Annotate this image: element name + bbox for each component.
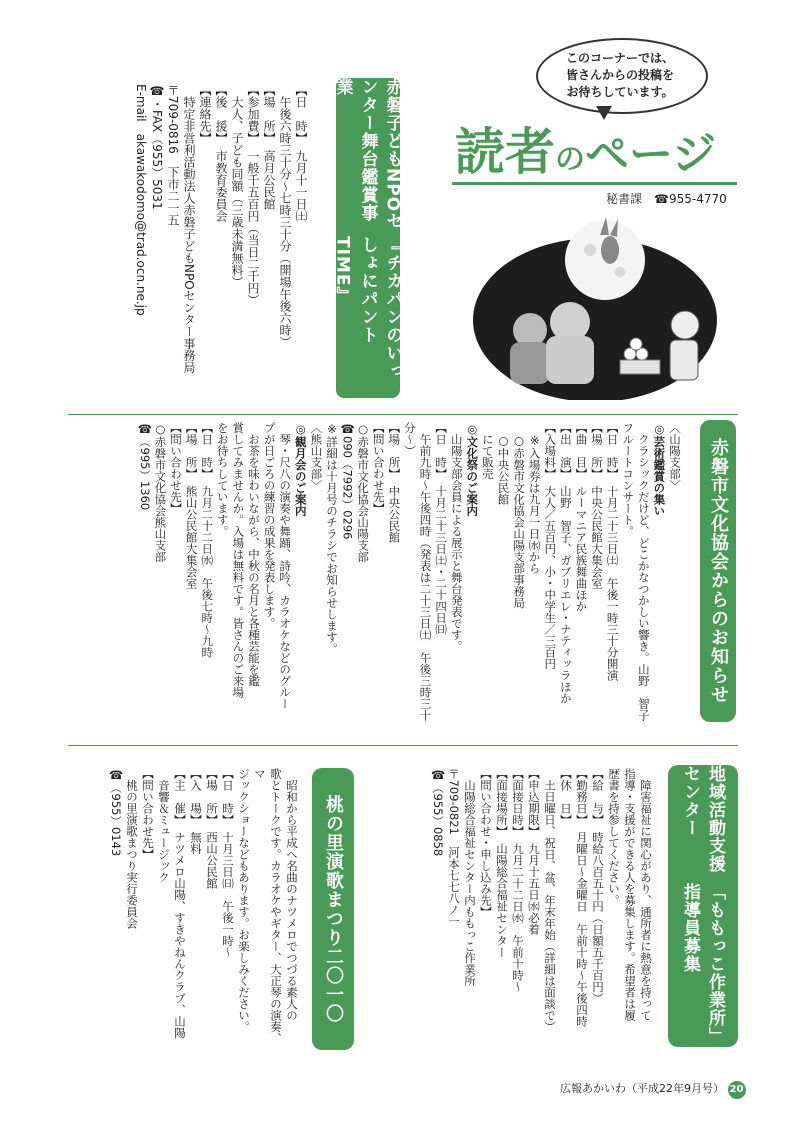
culture-line: にて販売 [480,422,495,480]
culture-line: 【場 所】 中央公民館 [387,422,402,543]
recruitment-line: 【給 与】 時給八百五十円（日額五千百円） [591,768,605,1004]
recruitment-banner [668,765,738,1047]
bubble-line: お待ちしています。 [566,85,674,99]
event-title-line: 赤磐子どもNPOセンター舞台鑑賞事業 [332,78,403,231]
page-title [455,112,716,182]
recruitment-line: 【面接場所】 山陽総合福祉センター [495,768,509,958]
moon-viewing-illustration [470,210,720,400]
recruitment-title-line: 「ももっこ作業所」指導員募集 [680,882,725,1045]
contact-dept [606,190,727,207]
dept-name: 秘書課 [606,192,643,206]
recruitment-line: 【休 日】 [559,768,573,826]
recruitment-line: 障害福祉に関心があり、通所者に熱意を持って [639,768,653,1021]
culture-line: ◎芸術鑑賞の集い [652,422,667,517]
footer [560,1080,746,1099]
recruitment-title-line: 地域活動支援センター [680,765,725,873]
enka-line: ジックショーなどもあります。お楽しみください。 [237,768,251,1033]
culture-line: ○赤磐市文化協会山陽支部事務局 [512,422,527,609]
culture-line: 【曲 目】 ルーマニア民族舞曲ほか [574,422,589,612]
culture-line: ☎（995）1360 [137,422,152,511]
enka-line: 【主 催】 ナツメロ山陽、すきやねんクラブ、山陽 [173,768,187,1039]
enka-festival-body [108,768,300,1053]
culture-line: ◎文化祭のご案内 [465,422,480,517]
culture-line: プが日ごろの練習の成果を発表します。 [262,422,277,629]
recruitment-line: ☎（955）0858 [431,768,445,857]
recruitment-line: 【面接日時】 九月二十二日㈬ 午前十時～ [511,768,525,993]
bubble-line: 皆さんからの投稿を [565,68,674,82]
culture-line: フルートコンサート。 [621,422,636,537]
culture-line: ○赤磐市文化協会熊山支部 [153,422,168,563]
recruitment-line: 土日曜日、祝日、盆、年末年始（詳細は面談で） [543,768,557,1033]
recruitment-line: 【勤務日】 月曜日～金曜日 午前十時～午後四時 [575,768,589,1027]
recruitment-line: 【申込期限】 九月十五日㈬必着 [527,768,541,935]
culture-line: お茶を味わいながら、中秋の名月と各種芸能を鑑 [246,422,261,687]
enka-line: 歌とトークです。カラオケやギター、大正琴の演奏、マ [253,768,283,1044]
culture-association-banner [700,420,736,722]
enka-line: 【日 時】 十月三日㈰ 午後一時～ [221,768,235,958]
enka-line: 【場 所】 西山公民館 [205,768,219,889]
culture-line: ○赤磐市文化協会山陽支部 [356,422,371,563]
enka-festival-title: 桃の里演歌まつり二〇一〇 [323,795,344,1023]
culture-line: 【問い合わせ先】 [371,422,386,514]
culture-line: ※詳細は十月号のチラシでお知らせします。 [324,422,339,655]
bubble-text [536,50,704,101]
recruitment-line: 【問い合わせ・申し込み先】 [479,768,493,918]
recruitment-body [430,768,654,1053]
culture-line: ◎観月会のご案内 [293,422,308,517]
recruitment-line: 歴書を持参してください。 [607,768,621,906]
enka-line: 昭和から平成へ名曲のナツメロでつづる素人の [285,768,299,1021]
enka-line: 音響＆ミュージック [157,768,171,883]
section-divider [68,745,738,746]
culture-line: ○中央公民館 [496,422,511,505]
event-title-line: 『チカパンのいっしょにパントTIME』 [332,236,403,381]
culture-line: クラシックだけど、どこかなつかしい響き。山野 智子 [636,422,651,721]
event-line: 【場 所】 高月公民館 [262,84,276,210]
event-title-banner [332,78,403,398]
page-number: 20 [728,1081,746,1099]
enka-festival-banner [312,768,354,1050]
section-divider [68,414,738,415]
event-details [133,84,309,414]
culture-line: 【日 時】 九月二十二日㈬ 午後七時～九時 [200,422,215,658]
culture-line: ☎090（7992）0296 [340,422,355,540]
culture-line: 〈山陽支部〉 [668,422,682,491]
event-line: 【連絡先】 [198,84,212,144]
event-line: 【後 援】 市教育委員会 [214,84,228,222]
culture-line: 〈熊山支部〉 [309,422,324,491]
enka-line: 【問い合わせ先】 [141,768,155,860]
culture-line: 【日 時】 十月二十三日㈯ 午後一時三十分開演 [605,422,620,681]
culture-line: 【日 時】 十月二十三日㈯・二十四日㈰ [434,422,449,635]
title-underline [452,182,737,185]
culture-line: 山陽支部会員による展示と舞台発表です。 [449,422,464,652]
event-line: 〒709-0816 下市二一五 [166,84,180,226]
culture-line: 琴・尺八の演奏や舞踊、詩吟、カラオケなどのグルー [278,422,293,710]
enka-line: 桃の里演歌まつり実行委員会 [125,768,139,929]
culture-association-body [136,422,682,732]
event-line: E-mail akawakodomo@trad.ocn.ne.jp [134,84,148,316]
enka-line: ☎（955）0143 [109,768,123,857]
culture-association-title: 赤磐市文化協会からのお知らせ [708,438,729,704]
recruitment-line: 〒709-0821 河本七七八ノ一 [447,768,461,927]
culture-line: 【問い合わせ先】 [169,422,183,514]
event-line: 特定非営利活動法人赤磐子どもNPOセンター事務局 [182,84,196,374]
culture-line: をお待ちしています。 [215,422,230,537]
enka-line: 【入 場】 無料 [189,768,203,855]
title-page: ページ [585,129,717,180]
event-line: ☎・FAX（955）5031 [150,84,164,210]
culture-line: 午前九時～午後四時（発表は二十三日㈯ 午後三時三十分～） [402,422,433,721]
culture-line: 【場 所】 中央公民館大集会室 [590,422,605,589]
dept-phone: ☎955-4770 [654,192,727,206]
culture-line: 【場 所】 熊山公民館大集会室 [184,422,199,589]
bubble-line: このコーナーでは、 [565,51,674,65]
culture-line: ※入場券は九月一日㈬から [527,422,542,574]
event-line: 大人、子ども同額（三歳未満無料） [230,84,244,288]
title-no: の [555,142,585,177]
recruitment-line: 山陽総合福祉センター内ももっこ作業所 [463,768,477,987]
recruitment-line: 指導・支援ができる人を募集します。希望者は履 [623,768,637,1021]
title-main: 読者 [455,123,555,181]
event-line: 【日 時】 九月十一日㈯ [294,84,308,222]
event-line: 午後六時三十分～七時三十分（開場午後六時） [278,84,292,348]
culture-line: 賞してみませんか。入場は無料です。皆さんのご来場 [231,422,246,698]
culture-line: 【出 演】 山野 智子、ガブリエレ・ナティッラほか [558,422,573,704]
event-line: 【参加費】 一般千五百円（当日二千円） [246,84,260,306]
culture-line: 【入場料】 大人／五百円、小・中学生／三百円 [543,422,558,670]
footer-text: 広報あかいわ（平成22年9月号） [560,1082,724,1095]
